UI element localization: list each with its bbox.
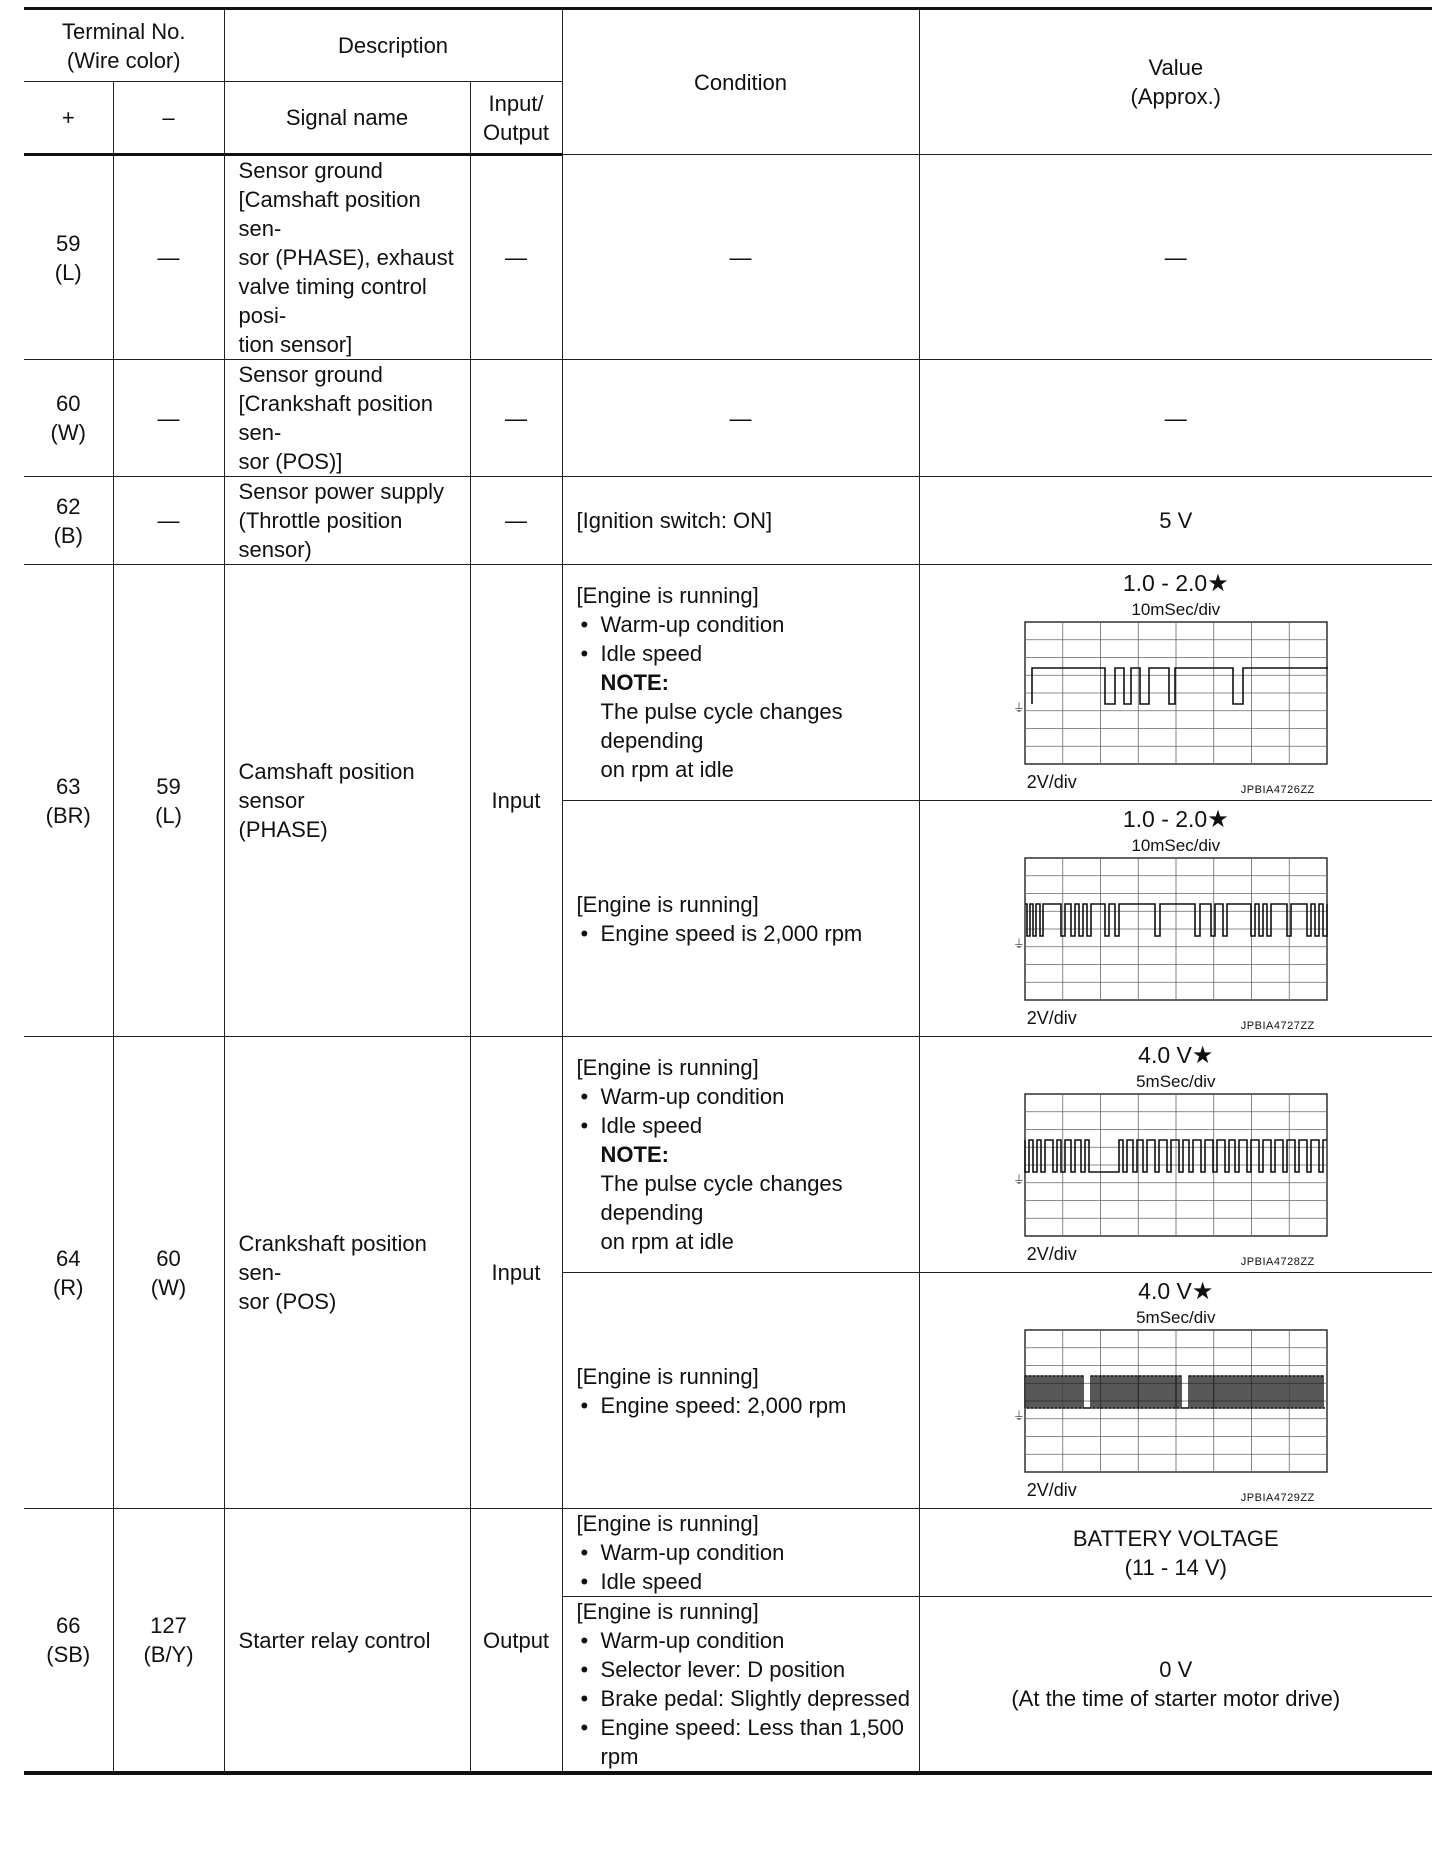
condition-item: • Idle speed — [577, 1567, 913, 1596]
value-title — [920, 805, 1433, 834]
value-line: (11 - 14 V) — [1124, 1554, 1227, 1580]
signal-name — [224, 565, 470, 1037]
condition: — — [562, 155, 919, 360]
signal-line: [Camshaft position sen- — [238, 187, 421, 241]
value: — — [919, 360, 1432, 477]
header-input-output — [470, 82, 562, 155]
waveform-trace — [1025, 1376, 1325, 1408]
value — [919, 1273, 1432, 1509]
condition-head: [Engine is running] — [576, 1055, 759, 1080]
header-description: Description — [224, 9, 562, 82]
wire-color: (L) — [155, 802, 182, 828]
condition — [562, 801, 919, 1037]
condition-item: • Engine speed is 2,000 rpm — [577, 919, 913, 948]
value: — — [919, 155, 1432, 360]
condition-item: • Idle speed — [577, 1111, 913, 1140]
condition-item: • Warm-up condition — [577, 1538, 913, 1567]
header-value-label: Value — [1148, 55, 1204, 80]
oscilloscope-waveform — [1012, 836, 1329, 1036]
note-heading: NOTE: — [600, 670, 669, 695]
condition — [562, 565, 919, 801]
scope-grid — [1013, 858, 1327, 1000]
oscilloscope-waveform — [1012, 600, 1329, 800]
condition — [562, 1509, 919, 1597]
plus-terminal — [24, 477, 113, 565]
signal-line: Starter relay control — [238, 1627, 431, 1653]
plus-terminal — [24, 1509, 113, 1774]
terminal-number: 127 — [150, 1613, 187, 1638]
signal-line: Sensor ground — [238, 158, 383, 183]
terminal-table-sheet — [24, 7, 1432, 1829]
wire-color: (W) — [50, 420, 86, 445]
wire-color: (BR) — [45, 802, 91, 828]
note-text: on rpm at idle — [600, 1229, 734, 1254]
header-plus: + — [24, 82, 113, 155]
header-value — [919, 9, 1432, 155]
terminal-number: 63 — [56, 773, 81, 799]
signal-line: Sensor ground — [238, 362, 383, 387]
scope-grid — [1013, 1094, 1327, 1236]
volt-division-label: 2V/div — [1026, 1244, 1077, 1264]
condition-list — [577, 1391, 913, 1420]
condition-item: • Brake pedal: Slightly depressed — [577, 1684, 913, 1713]
condition-item: • Warm-up condition — [577, 1626, 913, 1655]
time-division-label: 10mSec/div — [1131, 600, 1221, 619]
ground-marker-icon: ⏚ — [1012, 701, 1025, 715]
condition-head: [Engine is running] — [576, 1363, 759, 1389]
condition-list — [577, 919, 913, 948]
signal-line: tion sensor] — [238, 332, 353, 357]
table-row — [24, 565, 1432, 801]
minus-terminal — [113, 1037, 224, 1509]
minus-terminal: — — [113, 477, 224, 565]
header-wire-color-label: (Wire color) — [66, 47, 181, 73]
header-terminal-no-label: Terminal No. — [62, 18, 186, 44]
condition-list — [577, 1538, 913, 1596]
terminal-number: 59 — [56, 230, 81, 256]
figure-code: JPBIA4727ZZ — [1240, 1020, 1315, 1032]
condition-item: • Idle speed — [577, 639, 913, 668]
condition-head: [Engine is running] — [576, 891, 759, 917]
header-condition: Condition — [562, 9, 919, 155]
volt-division-label: 2V/div — [1026, 772, 1077, 792]
table-row — [24, 155, 1432, 360]
signal-line: Camshaft position sensor — [238, 759, 415, 813]
note-text: on rpm at idle — [600, 757, 734, 782]
value-line: (At the time of starter motor drive) — [1011, 1686, 1341, 1711]
scope-grid — [1013, 622, 1327, 764]
signal-name — [224, 1037, 470, 1509]
signal-line: sor (POS) — [238, 1289, 337, 1314]
condition-item: • Engine speed: Less than 1,500 rpm — [577, 1713, 913, 1771]
signal-line: (Throttle position sensor) — [238, 508, 403, 562]
terminal-number: 64 — [56, 1245, 81, 1271]
table-row — [24, 360, 1432, 477]
oscilloscope-waveform — [1012, 1308, 1329, 1508]
figure-code: JPBIA4729ZZ — [1240, 1492, 1315, 1504]
figure-code: JPBIA4726ZZ — [1240, 784, 1315, 796]
wire-color: (B) — [53, 522, 83, 548]
volt-division-label: 2V/div — [1026, 1480, 1077, 1500]
value — [919, 801, 1432, 1037]
io-type: Input — [470, 565, 562, 1037]
signal-line: sor (POS)] — [238, 449, 343, 474]
ground-marker-icon: ⏚ — [1012, 1409, 1025, 1423]
time-division-label: 5mSec/div — [1136, 1308, 1216, 1327]
value-text: 1.0 - 2.0 — [1122, 570, 1208, 596]
signal-name — [224, 360, 470, 477]
condition-head: [Engine is running] — [576, 1599, 759, 1624]
value-text: 4.0 V — [1138, 1042, 1192, 1068]
io-type: — — [470, 360, 562, 477]
figure-code: JPBIA4728ZZ — [1240, 1256, 1315, 1268]
value — [919, 1509, 1432, 1597]
time-division-label: 10mSec/div — [1131, 836, 1221, 855]
value-text: 1.0 - 2.0 — [1122, 806, 1208, 832]
plus-terminal — [24, 565, 113, 1037]
condition-item: • Warm-up condition — [577, 1082, 913, 1111]
scope-grid — [1013, 1330, 1327, 1472]
waveform-trace — [1032, 668, 1328, 704]
signal-name — [224, 155, 470, 360]
table-row — [24, 477, 1432, 565]
value-title — [920, 1041, 1433, 1070]
minus-terminal — [113, 1509, 224, 1774]
value — [919, 565, 1432, 801]
signal-line: (PHASE) — [238, 817, 328, 842]
minus-terminal: — — [113, 360, 224, 477]
condition-head: [Engine is running] — [576, 1511, 759, 1536]
terminal-number: 60 — [56, 391, 81, 416]
minus-terminal: — — [113, 155, 224, 360]
table-row — [24, 1509, 1432, 1597]
signal-line: valve timing control posi- — [238, 274, 427, 328]
value-title — [920, 1277, 1433, 1306]
value-title — [920, 569, 1433, 598]
table-row — [24, 1037, 1432, 1273]
plus-terminal — [24, 1037, 113, 1509]
signal-line: sor (PHASE), exhaust — [238, 245, 454, 270]
signal-line: Sensor power supply — [238, 479, 444, 504]
minus-terminal — [113, 565, 224, 1037]
io-type: Output — [470, 1509, 562, 1774]
condition-list — [577, 1082, 913, 1140]
note-text: The pulse cycle changes depending — [600, 1171, 843, 1225]
oscilloscope-waveform — [1012, 1072, 1329, 1272]
condition: — — [562, 360, 919, 477]
condition — [562, 1273, 919, 1509]
io-type: — — [470, 155, 562, 360]
signal-name — [224, 477, 470, 565]
header-input-label: Input/ — [488, 90, 544, 116]
signal-name — [224, 1509, 470, 1774]
condition-head: [Engine is running] — [576, 583, 759, 608]
wire-color: (W) — [150, 1274, 187, 1300]
star-icon: ★ — [1191, 1278, 1214, 1305]
header-output-label: Output — [483, 119, 550, 145]
ground-marker-icon: ⏚ — [1012, 1173, 1025, 1187]
terminal-number: 66 — [56, 1613, 81, 1638]
time-division-label: 5mSec/div — [1136, 1072, 1216, 1091]
condition-item: • Warm-up condition — [577, 610, 913, 639]
terminal-table — [24, 7, 1432, 1775]
condition: [Ignition switch: ON] — [562, 477, 919, 565]
wire-color: (B/Y) — [143, 1642, 194, 1667]
value: 5 V — [919, 477, 1432, 565]
header-minus: – — [113, 82, 224, 155]
terminal-number: 59 — [156, 773, 181, 799]
condition — [562, 1037, 919, 1273]
plus-terminal — [24, 155, 113, 360]
wire-color: (L) — [54, 259, 82, 285]
value-line: BATTERY VOLTAGE — [1072, 1525, 1279, 1551]
header-terminal-no — [24, 9, 224, 82]
wire-color: (SB) — [46, 1642, 91, 1667]
volt-division-label: 2V/div — [1026, 1008, 1077, 1028]
note-heading: NOTE: — [600, 1142, 669, 1167]
terminal-number: 62 — [56, 493, 81, 519]
header-approx-label: (Approx.) — [1130, 84, 1222, 109]
header-signal-name: Signal name — [224, 82, 470, 155]
signal-line: Crankshaft position sen- — [238, 1231, 427, 1285]
condition-list — [577, 610, 913, 668]
io-type: Input — [470, 1037, 562, 1509]
ground-marker-icon: ⏚ — [1012, 937, 1025, 951]
plus-terminal — [24, 360, 113, 477]
signal-line: [Crankshaft position sen- — [238, 391, 433, 445]
star-icon: ★ — [1207, 806, 1229, 833]
wire-color: (R) — [52, 1274, 84, 1300]
value-text: 4.0 V — [1138, 1278, 1192, 1304]
condition-list — [577, 1626, 913, 1771]
terminal-number: 60 — [156, 1245, 181, 1271]
value-line: 0 V — [1159, 1657, 1193, 1682]
condition-item: • Selector lever: D position — [577, 1655, 913, 1684]
star-icon: ★ — [1191, 1042, 1214, 1069]
value — [919, 1597, 1432, 1774]
star-icon: ★ — [1207, 570, 1229, 597]
note-text: The pulse cycle changes depending — [600, 699, 843, 753]
value — [919, 1037, 1432, 1273]
io-type: — — [470, 477, 562, 565]
condition — [562, 1597, 919, 1774]
condition-item: • Engine speed: 2,000 rpm — [577, 1391, 913, 1420]
